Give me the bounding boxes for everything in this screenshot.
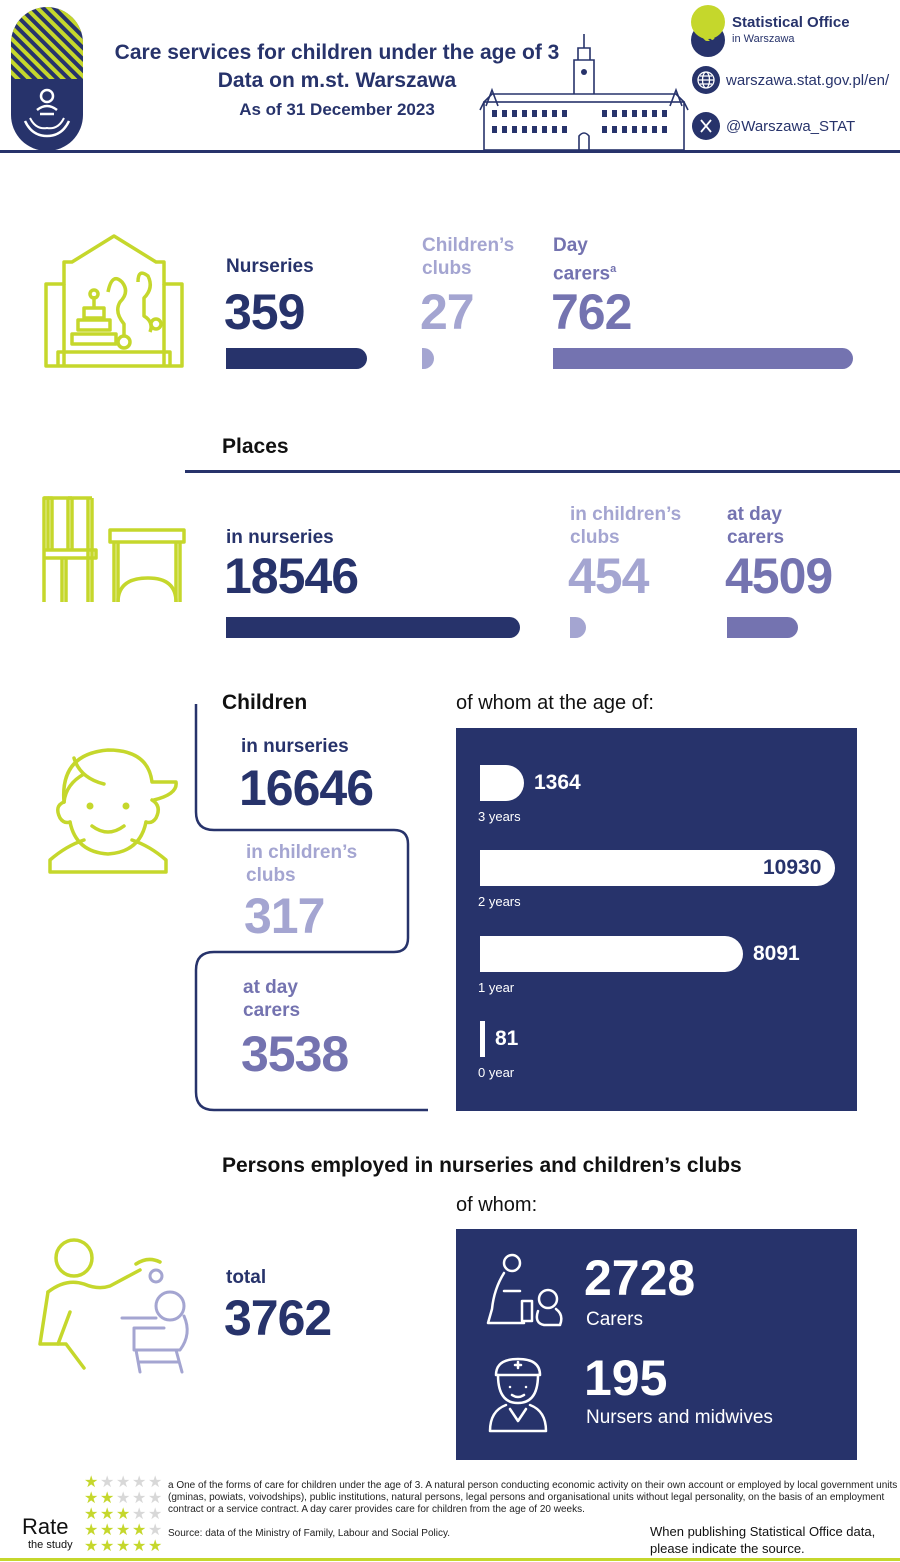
footnote-text: a One of the forms of care for children under the age of 3. A natural person conducting economic activity on their own account or employed by local government units (gminas, powiats, voivodships), public institutions, natural persons, legal persons and organisational units without legal personality, on the basis of an employment contract or a service contract. A day carer provides care for children from the age of 20 weeks. xyxy=(168,1480,898,1515)
org-name: Statistical Office xyxy=(732,14,850,31)
carer-with-baby-icon xyxy=(484,1253,564,1329)
twitter-link[interactable] xyxy=(692,112,855,140)
age-heading: of whom at the age of: xyxy=(456,692,654,714)
website-text: warszawa.stat.gov.pl/en/ xyxy=(726,71,890,89)
star-icon: ★ xyxy=(132,1506,147,1523)
twitter-text: @Warszawa_STAT xyxy=(726,117,856,135)
star-icon: ★ xyxy=(132,1522,147,1539)
footnote-marker: a xyxy=(610,263,617,275)
age-chart-panel xyxy=(456,728,857,1111)
facilities-bar-2 xyxy=(553,348,853,369)
star-icon: ★ xyxy=(100,1490,115,1507)
places-carers-value: 4509 xyxy=(725,548,833,604)
chair-table-icon xyxy=(40,494,188,606)
child-care-logo-icon xyxy=(10,6,84,152)
nursery-building-icon xyxy=(42,232,186,372)
employed-of-whom: of whom: xyxy=(456,1194,538,1216)
star-icon: ★ xyxy=(132,1538,147,1555)
publish-note-line1: When publishing Statistical Office data, xyxy=(650,1524,876,1539)
places-bar-0 xyxy=(226,617,520,638)
places-clubs-label-1: in children’s xyxy=(570,504,682,525)
age-label-3: 0 year xyxy=(478,1065,515,1080)
x-twitter-icon xyxy=(692,112,720,140)
star-icon: ★ xyxy=(100,1522,115,1539)
carers-value: 2728 xyxy=(584,1250,696,1306)
star-icon: ★ xyxy=(148,1506,163,1523)
nurses-label: Nursers and midwives xyxy=(586,1407,773,1428)
employed-title: Persons employed in nurseries and children’s clubs xyxy=(222,1154,742,1177)
children-clubs-value: 317 xyxy=(244,888,325,944)
places-bar-1 xyxy=(570,617,586,638)
carers-label: Carers xyxy=(586,1309,644,1330)
star-icon: ★ xyxy=(84,1490,99,1507)
rating-stars[interactable] xyxy=(84,1475,166,1557)
age-bar-2 xyxy=(480,936,743,972)
report-date: As of 31 December 2023 xyxy=(239,100,435,119)
clubs-label-2: clubs xyxy=(422,258,472,279)
age-value-3: 81 xyxy=(495,1027,519,1050)
employed-panel xyxy=(456,1229,857,1460)
star-icon: ★ xyxy=(100,1506,115,1523)
star-icon: ★ xyxy=(116,1506,131,1523)
facilities-bar-1 xyxy=(422,348,434,369)
website-link[interactable] xyxy=(692,66,889,94)
places-divider xyxy=(185,470,900,473)
star-icon: ★ xyxy=(116,1490,131,1507)
star-icon: ★ xyxy=(84,1474,99,1491)
places-title: Places xyxy=(222,435,289,458)
nurses-value: 195 xyxy=(584,1350,668,1406)
star-icon: ★ xyxy=(84,1522,99,1539)
org-sub: in Warszawa xyxy=(732,33,795,45)
carer-feeding-child-icon xyxy=(36,1234,196,1374)
clubs-value: 27 xyxy=(420,284,474,340)
star-icon: ★ xyxy=(116,1474,131,1491)
children-nurseries-value: 16646 xyxy=(239,760,374,816)
child-cap-icon xyxy=(44,744,180,876)
nurseries-value: 359 xyxy=(224,284,305,340)
header-divider xyxy=(0,150,900,153)
rate-sublabel: the study xyxy=(28,1539,73,1551)
day-carers-value: 762 xyxy=(551,284,632,340)
places-nurseries-value: 18546 xyxy=(224,548,359,604)
star-icon: ★ xyxy=(84,1538,99,1555)
age-label-0: 3 years xyxy=(478,809,521,824)
age-bar-0 xyxy=(480,765,524,801)
statistical-office-logo-icon xyxy=(690,4,726,58)
places-carers-label-2: carers xyxy=(727,527,785,548)
age-bar-3 xyxy=(480,1021,485,1057)
star-icon: ★ xyxy=(148,1490,163,1507)
age-label-1: 2 years xyxy=(478,894,521,909)
places-nurseries-label: in nurseries xyxy=(226,527,334,548)
day-carers-label-1: Day xyxy=(553,235,588,256)
children-clubs-label-2: clubs xyxy=(246,865,296,886)
employed-total-label: total xyxy=(226,1267,267,1288)
star-icon: ★ xyxy=(116,1538,131,1555)
star-icon: ★ xyxy=(84,1506,99,1523)
age-label-2: 1 year xyxy=(478,980,515,995)
day-carers-label-text: carers xyxy=(553,263,611,285)
publish-note-line2: please indicate the source. xyxy=(650,1541,805,1556)
places-bar-2 xyxy=(727,617,798,638)
nurseries-label: Nurseries xyxy=(226,256,314,277)
footer-divider xyxy=(0,1558,900,1561)
star-icon: ★ xyxy=(132,1490,147,1507)
report-title-line2: Data on m.st. Warszawa xyxy=(217,69,457,92)
places-clubs-label-2: clubs xyxy=(570,527,620,548)
age-value-0: 1364 xyxy=(534,771,581,794)
children-nurseries-label: in nurseries xyxy=(241,736,349,757)
source-text: Source: data of the Ministry of Family, Labour and Social Policy. xyxy=(168,1528,450,1539)
report-title-line1: Care services for children under the age of 3 xyxy=(114,41,560,64)
star-icon: ★ xyxy=(148,1474,163,1491)
globe-icon xyxy=(692,66,720,94)
star-icon: ★ xyxy=(132,1474,147,1491)
clubs-label-1: Children’s xyxy=(422,235,515,256)
star-icon: ★ xyxy=(100,1474,115,1491)
age-value-2: 8091 xyxy=(753,942,800,965)
places-clubs-value: 454 xyxy=(568,548,649,604)
nurse-icon xyxy=(486,1355,550,1435)
royal-castle-icon xyxy=(478,32,690,152)
children-carers-label-1: at day xyxy=(243,977,298,998)
star-icon: ★ xyxy=(148,1522,163,1539)
employed-total-value: 3762 xyxy=(224,1290,332,1346)
rate-label[interactable]: Rate xyxy=(22,1514,69,1539)
facilities-bar-0 xyxy=(226,348,367,369)
children-carers-value: 3538 xyxy=(241,1026,349,1082)
children-carers-label-2: carers xyxy=(243,1000,301,1021)
star-icon: ★ xyxy=(100,1538,115,1555)
star-icon: ★ xyxy=(148,1538,163,1555)
star-icon: ★ xyxy=(116,1522,131,1539)
age-value-1: 10930 xyxy=(763,856,822,879)
children-clubs-label-1: in children’s xyxy=(246,842,358,863)
places-carers-label-1: at day xyxy=(727,504,782,525)
children-title: Children xyxy=(222,691,308,714)
day-carers-label-2 xyxy=(553,257,616,286)
